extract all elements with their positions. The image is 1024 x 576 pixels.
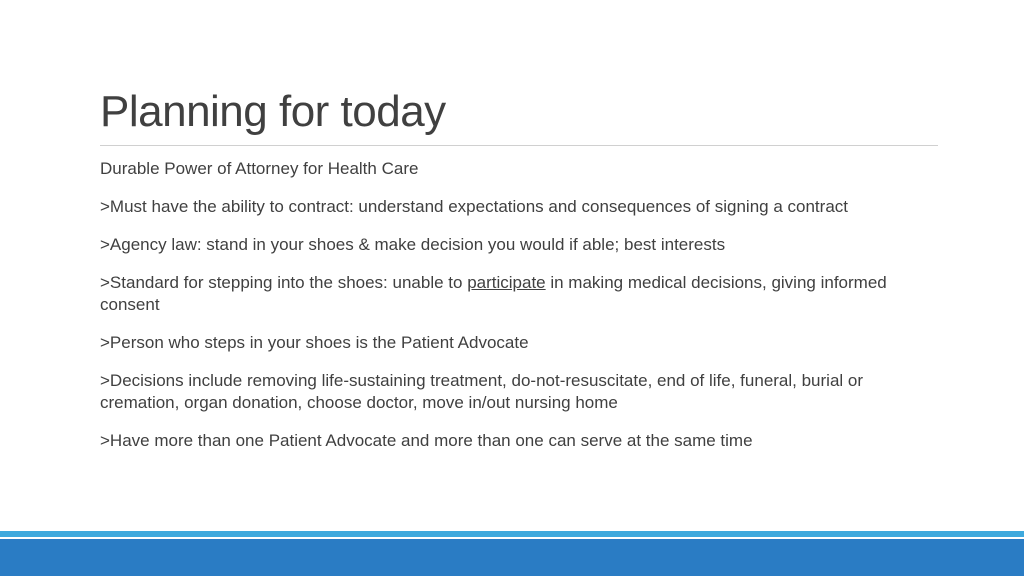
footer-accent-line: [0, 531, 1024, 537]
bullet-standard: [100, 272, 936, 316]
slide-title: Planning for today: [100, 87, 446, 136]
bullet-multiple-advocates: >Have more than one Patient Advocate and more than one can serve at the same time: [100, 431, 753, 450]
bullet-decisions: >Decisions include removing life-sustaining treatment, do-not-resuscitate, end of life, funeral, burial or cremation, organ donation, choose doctor, move in/out nursing home: [100, 371, 864, 412]
bullet-patient-advocate: >Person who steps in your shoes is the Patient Advocate: [100, 333, 529, 352]
bullet-standard-after: in making medical decisions, giving informed consent: [100, 273, 887, 314]
intro-line: Durable Power of Attorney for Health Care: [100, 159, 419, 178]
bullet-standard-before: >Standard for stepping into the shoes: unable to: [100, 273, 468, 292]
footer-bar: [0, 539, 1024, 576]
bullet-agency-law: >Agency law: stand in your shoes & make decision you would if able; best interests: [100, 235, 726, 254]
participate-underlined: participate: [467, 273, 546, 292]
title-divider: [100, 145, 938, 146]
slide-body: [100, 158, 936, 468]
bullet-contract: >Must have the ability to contract: understand expectations and consequences of signing a contract: [100, 197, 848, 216]
